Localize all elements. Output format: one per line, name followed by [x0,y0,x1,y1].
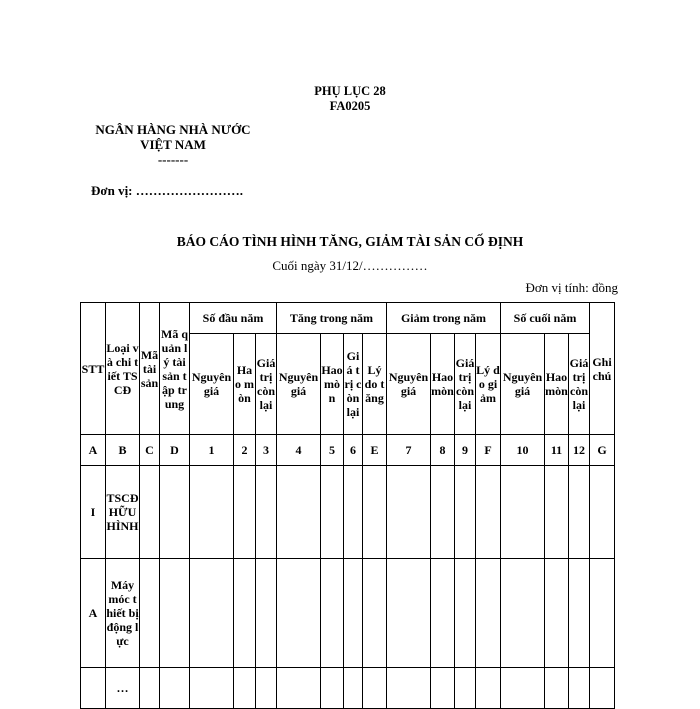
empty-cell [569,668,590,709]
empty-cell [501,559,545,668]
column-code: G [590,435,615,466]
header-increase-cost: Nguyên giá [277,334,321,435]
header-decrease-reason: Lý do giảm [476,334,501,435]
header-closing-cost: Nguyên giá [501,334,545,435]
column-code: 1 [190,435,234,466]
empty-cell [160,668,190,709]
empty-cell [501,466,545,559]
unit-label: Đơn vị: [91,183,133,198]
header-central-code: Mã quản lý tài sản tập trung [160,303,190,435]
column-code: 5 [321,435,344,466]
header-opening-depreciation: Hao mòn [234,334,256,435]
empty-cell [455,466,476,559]
row-asset-name: TSCĐ HỮU HÌNH [106,466,140,559]
report-date: Cuối ngày 31/12/…………… [272,258,428,273]
empty-cell [277,466,321,559]
column-code: B [106,435,140,466]
organization-block [88,122,258,167]
column-code: 10 [501,435,545,466]
empty-cell [476,466,501,559]
row-stt: I [81,466,106,559]
empty-cell [344,559,363,668]
empty-cell [321,559,344,668]
header-group-opening: Số đầu năm [190,303,277,334]
empty-cell [455,668,476,709]
empty-cell [545,559,569,668]
header-decrease-cost: Nguyên giá [387,334,431,435]
header-asset-code: Mã tài sản [140,303,160,435]
header-closing-residual: Giá trị còn lại [569,334,590,435]
empty-cell [363,668,387,709]
column-code: C [140,435,160,466]
empty-cell [344,668,363,709]
empty-cell [234,466,256,559]
empty-cell [545,668,569,709]
empty-cell [190,466,234,559]
empty-cell [256,559,277,668]
column-code-row [81,435,615,466]
header-note: Ghi chú [590,303,615,435]
empty-cell [140,559,160,668]
report-title: BÁO CÁO TÌNH HÌNH TĂNG, GIẢM TÀI SẢN CỐ ĐỊNH [176,234,524,249]
header-increase-depreciation: Hao mòn [321,334,344,435]
unit-line [91,183,243,199]
empty-cell [455,559,476,668]
empty-cell [431,559,455,668]
empty-cell [569,466,590,559]
empty-cell [363,559,387,668]
empty-cell [431,668,455,709]
empty-cell [590,466,615,559]
column-code: F [476,435,501,466]
empty-cell [501,668,545,709]
unit-blank: ……………………. [135,183,244,198]
header-group-increase: Tăng trong năm [277,303,387,334]
empty-cell [344,466,363,559]
organization-name: NGÂN HÀNG NHÀ NƯỚC [95,122,251,137]
empty-cell [590,559,615,668]
empty-cell [160,466,190,559]
organization-separator: ------- [157,152,189,167]
form-code: FA0205 [329,99,371,113]
header-group-closing: Số cuối năm [501,303,590,334]
empty-cell [431,466,455,559]
empty-cell [387,466,431,559]
column-code: 12 [569,435,590,466]
header-opening-residual: Giá trị còn lại [256,334,277,435]
header-increase-residual: Giá trị còn lại [344,334,363,435]
header-asset-type: Loại và chi tiết TSCĐ [106,303,140,435]
empty-cell [476,559,501,668]
header-increase-reason: Lý do tăng [363,334,387,435]
column-code: 11 [545,435,569,466]
empty-cell [321,668,344,709]
table-row [81,466,615,559]
empty-cell [277,668,321,709]
empty-cell [569,559,590,668]
header-closing-depreciation: Hao mòn [545,334,569,435]
organization-country: VIỆT NAM [140,137,206,152]
header-stt: STT [81,303,106,435]
column-code: 2 [234,435,256,466]
empty-cell [387,559,431,668]
appendix-header [300,84,400,114]
empty-cell [590,668,615,709]
empty-cell [545,466,569,559]
column-code: 8 [431,435,455,466]
column-code: 3 [256,435,277,466]
currency-note: Đơn vị tính: đồng [525,280,618,295]
empty-cell [363,466,387,559]
empty-cell [277,559,321,668]
column-code: 6 [344,435,363,466]
empty-cell [256,466,277,559]
row-stt [81,668,106,709]
header-opening-cost: Nguyên giá [190,334,234,435]
empty-cell [387,668,431,709]
empty-cell [321,466,344,559]
empty-cell [160,559,190,668]
empty-cell [140,466,160,559]
column-code: A [81,435,106,466]
row-asset-name: … [106,668,140,709]
header-decrease-depreciation: Hao mòn [431,334,455,435]
empty-cell [476,668,501,709]
table-row [81,668,615,709]
column-code: E [363,435,387,466]
asset-report-table [80,302,615,709]
column-code: 4 [277,435,321,466]
empty-cell [140,668,160,709]
header-decrease-residual: Giá trị còn lại [455,334,476,435]
row-asset-name: Máy móc thiết bị động lực [106,559,140,668]
empty-cell [234,559,256,668]
column-code: 7 [387,435,431,466]
empty-cell [256,668,277,709]
table-row [81,559,615,668]
row-stt: A [81,559,106,668]
column-code: D [160,435,190,466]
empty-cell [190,668,234,709]
appendix-number: PHỤ LỤC 28 [314,84,386,98]
column-code: 9 [455,435,476,466]
empty-cell [190,559,234,668]
empty-cell [234,668,256,709]
header-group-decrease: Giảm trong năm [387,303,501,334]
